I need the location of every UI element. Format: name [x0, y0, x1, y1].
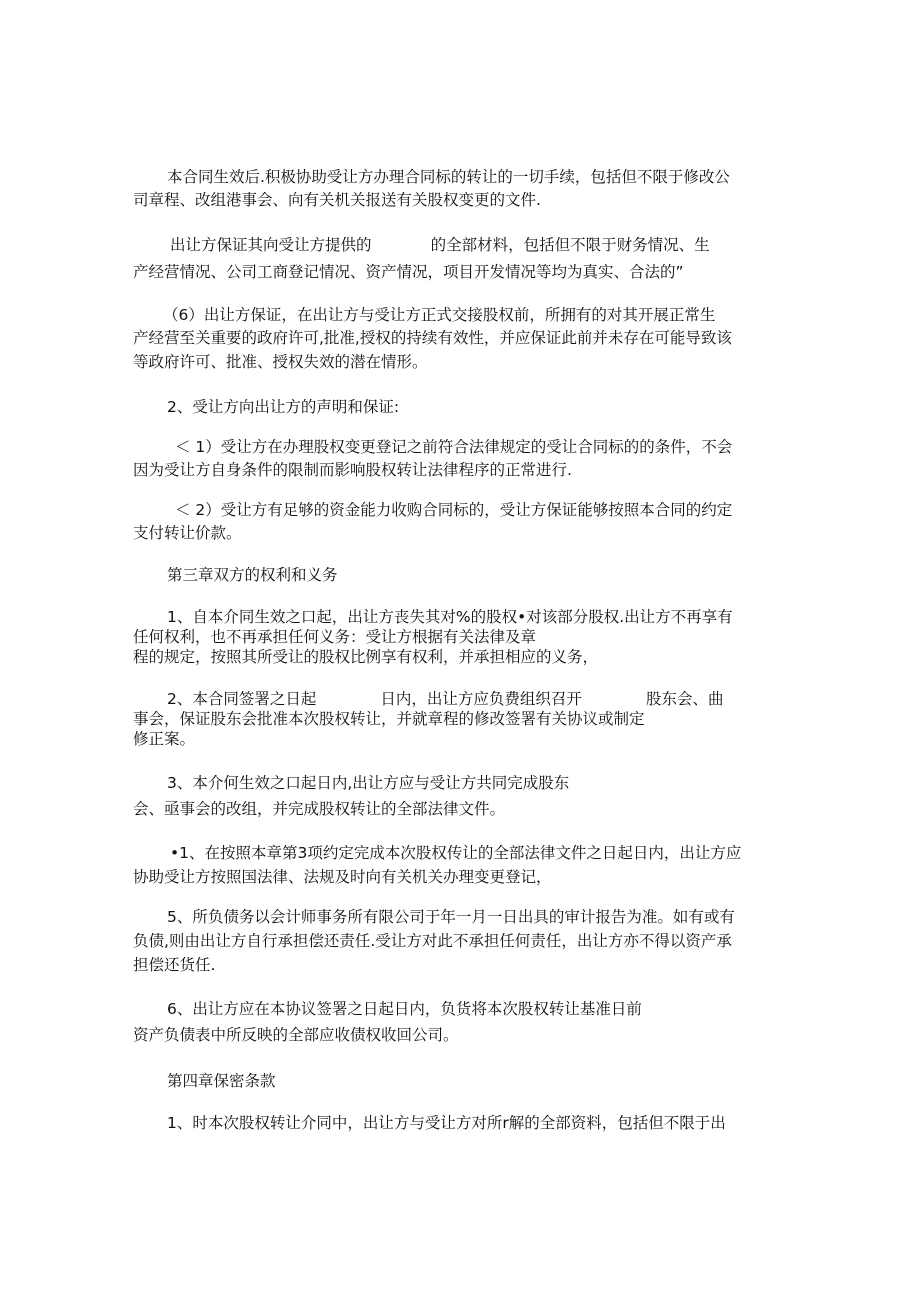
text-line: 司章程、改组港事会、向有关机关报送有关股权变更的文件. [133, 191, 541, 209]
text-line: 出让方保证其向受让方提供的 的全部材料，包括但不限于财务情况、生 [170, 236, 710, 254]
text-line: 5、所负债务以会计师事务所有限公司于年一月一日出具的审计报告为准。如有或有 [167, 908, 735, 926]
text-line: 因为受让方自身条件的限制而影响股权转让法律程序的正常进行. [133, 461, 572, 479]
text-line: 产经营至关重要的政府许可,批准,授权的持续有效性，并应保证此前并未存在可能导致该 [133, 329, 732, 347]
text-line: （6）出让方保证，在出让方与受让方正式交接股权前，所拥有的对其开展正常生 [163, 306, 716, 324]
text-line: •1、在按照本章第3项约定完成本次股权传让的全部法律文件之日起日内，出让方应 [170, 844, 742, 862]
text-line: 3、本介何生效之口起日内,出让方应与受让方共同完成股东 [167, 774, 570, 792]
text-line: 负债,则由出让方自行承担偿还责任.受让方对此不承担任何责任，出让方亦不得以资产承 [133, 932, 732, 950]
text-line: 程的规定，按照其所受让的股权比例享有权利，并承担相应的义务， [133, 648, 599, 666]
text-line: 产经营情况、公司工商登记情况、资产情况，项目开发情况等均为真实、合法的” [133, 263, 684, 281]
text-line: 事会，保证股东会批准本次股权转让，并就章程的修改签署有关协议或制定 [133, 710, 645, 728]
text-line: 协助受让方按照国法律、法规及时向有关机关办理变更登记， [133, 868, 552, 886]
chapter-heading: 第四章保密条款 [167, 1072, 276, 1090]
text-line: 1、时本次股权转让介同中，出让方与受让方对所r解的全部资料，包括但不限于出 [167, 1114, 726, 1132]
text-line: 本合同生效后.积极协助受让方办理合同标的转让的一切手续，包括但不限于修改公 [167, 168, 730, 186]
text-line: 修正案。 [133, 730, 196, 748]
text-line: 会、亟事会的改组，并完成股权转让的全部法律文件。 [133, 800, 506, 818]
section-heading: 2、受让方向出让方的声明和保证: [167, 398, 400, 416]
text-line: 2、本合同签署之日起 日内，出让方应负费组织召开 股东会、曲 [167, 690, 724, 708]
text-line: 资产负债表中所反映的全部应收债权收回公司。 [133, 1026, 459, 1044]
text-line: ＜ 1）受让方在办理股权变更登记之前符合法律规定的受让合同标的的条件，不会 [175, 438, 733, 456]
chapter-heading: 第三章双方的权利和义务 [167, 566, 338, 584]
text-line: 任何权利，也不再承担任何义务：受让方根据有关法律及章 [133, 628, 537, 646]
text-line: ＜ 2）受让方有足够的资金能力收购合同标的，受让方保证能够按照本合同的约定 [175, 501, 733, 519]
text-line: 担偿还货任. [133, 956, 216, 974]
text-line: 6、出让方应在本协议签署之日起日内，负货将本次股权转让基准日前 [167, 1000, 642, 1018]
text-line: 支付转让价款。 [133, 524, 242, 542]
text-line: 等政府许可、批准、授权失效的潜在情形。 [133, 353, 428, 371]
text-line: 1、自本介同生效之口起，出让方丧失其对%的股权•对该部分股权.出让方不再享有 [167, 608, 733, 626]
